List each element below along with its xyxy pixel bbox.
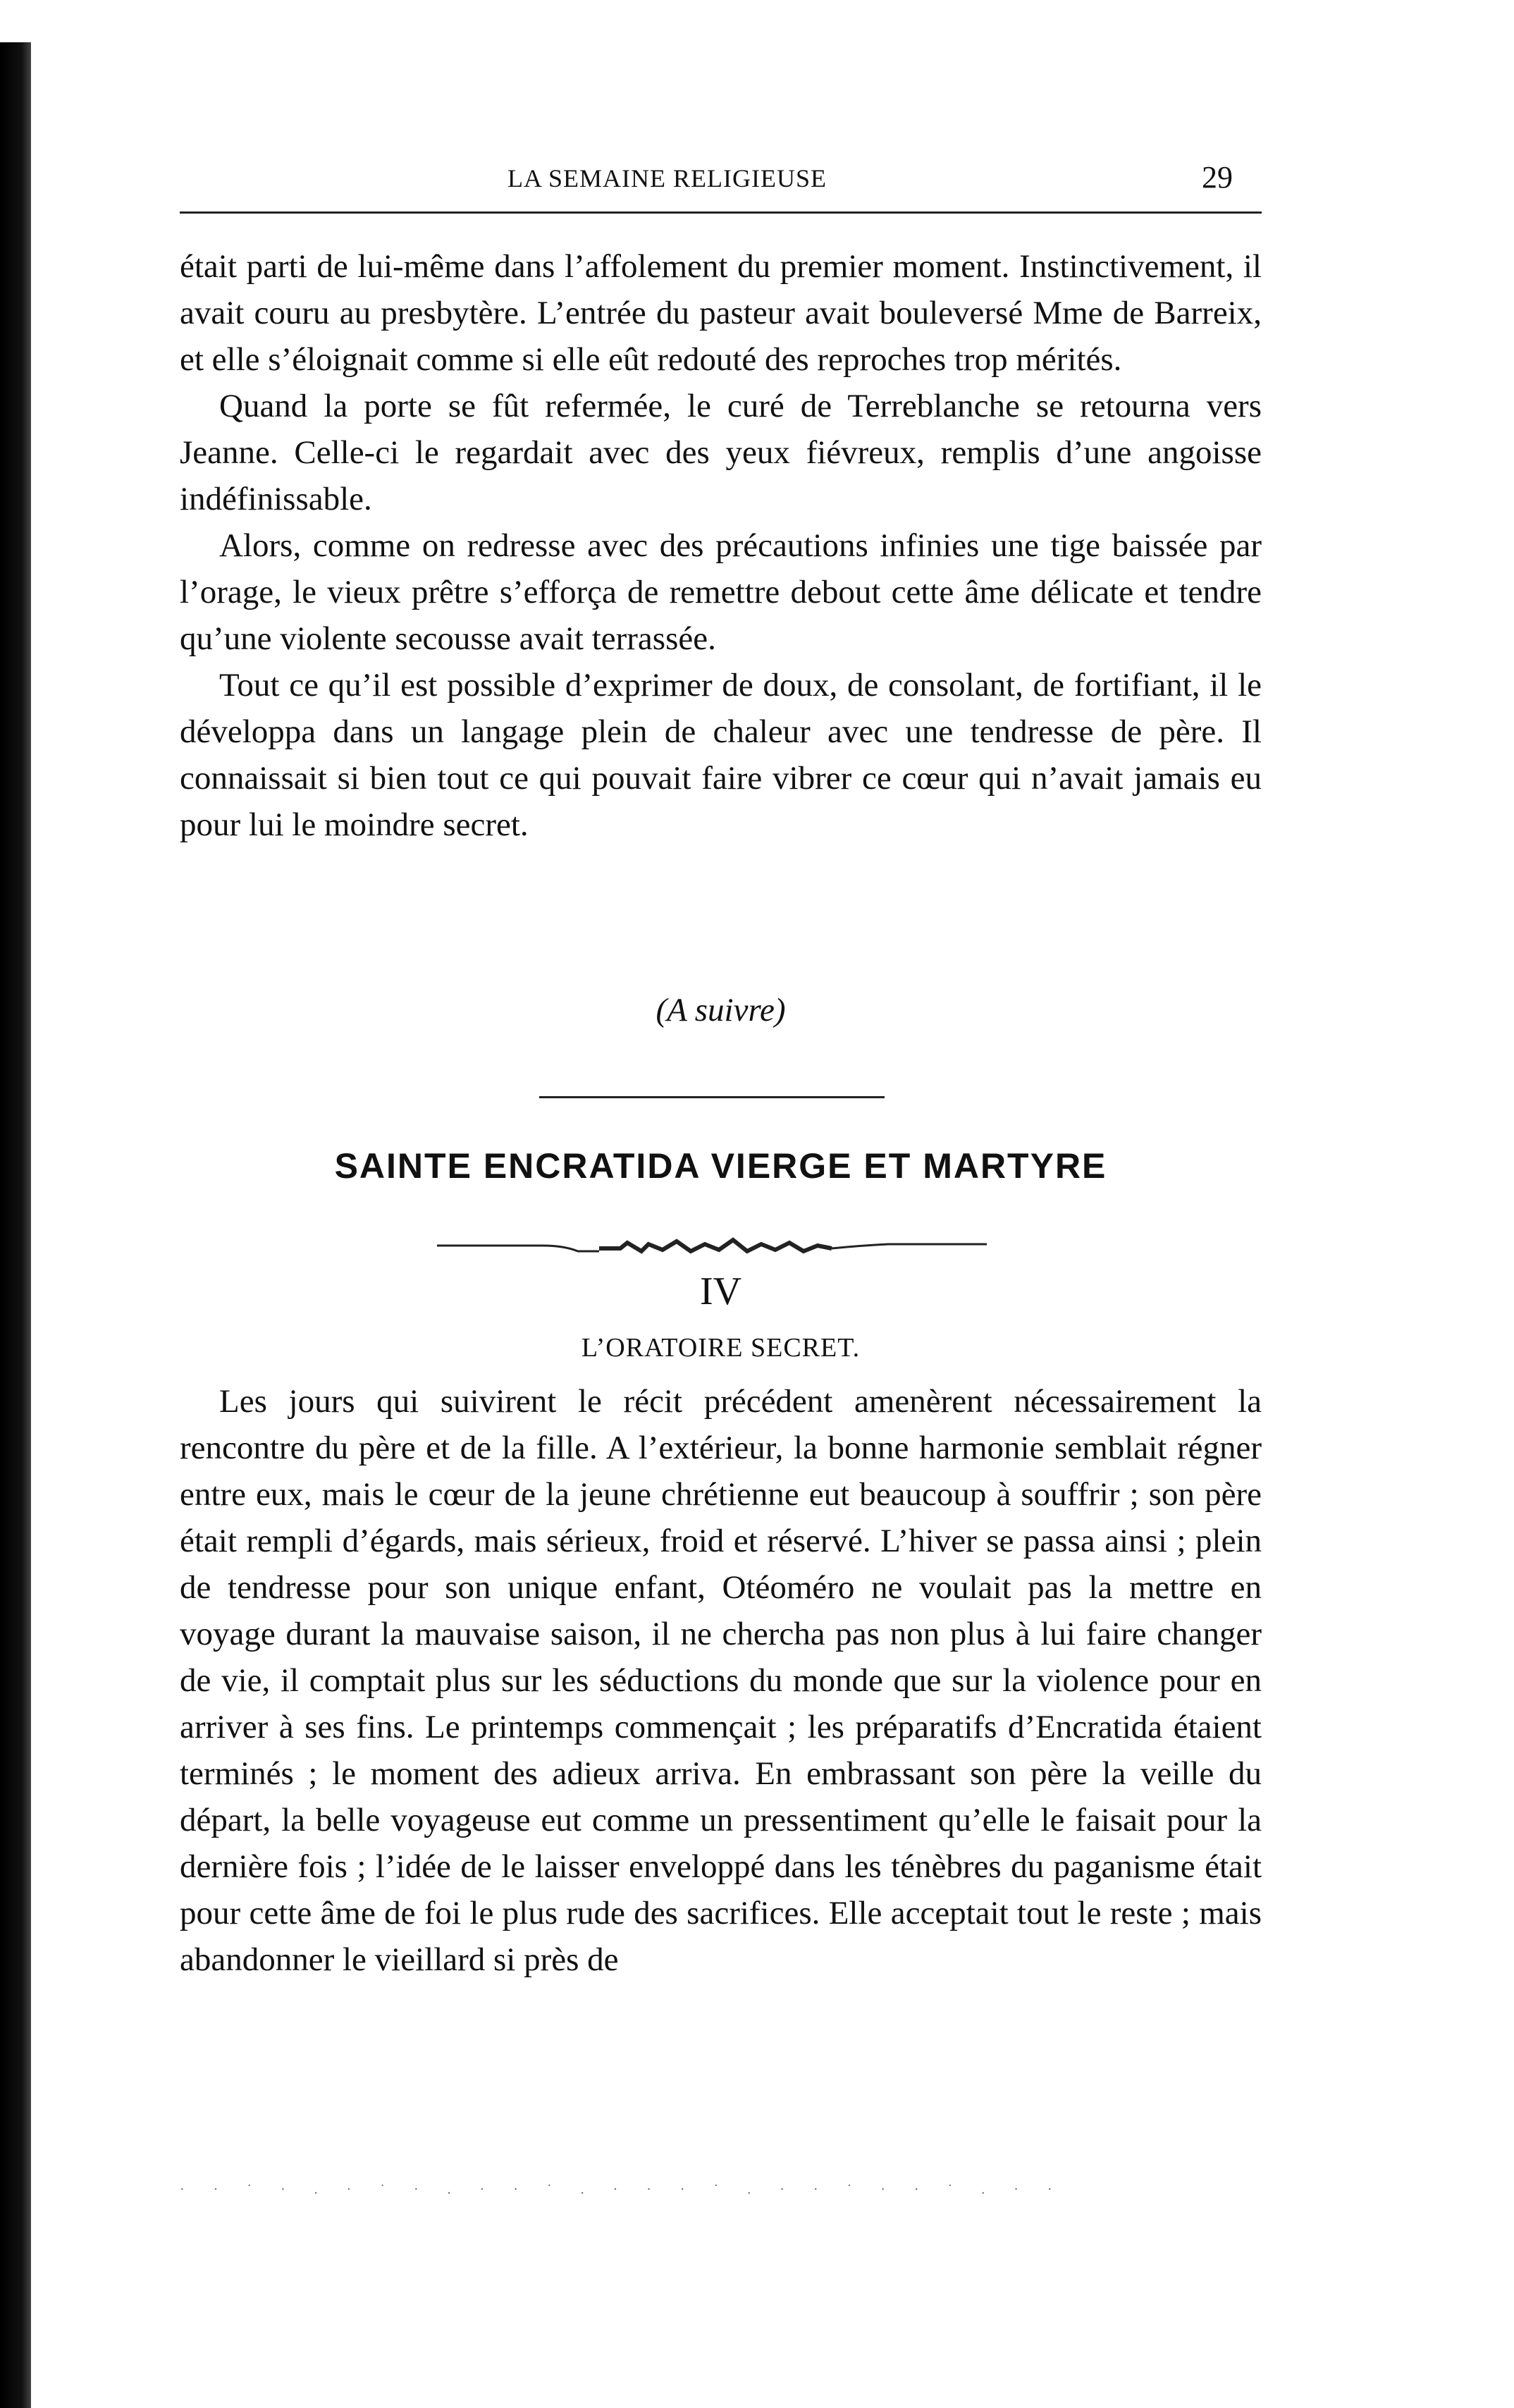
section-divider-rule [539, 1096, 885, 1098]
chapter-title: L’ORATOIRE SECRET. [581, 1333, 861, 1363]
header-rule [180, 211, 1262, 214]
paragraph: Alors, comme on redresse avec des précautions infinies une tige baissée par l’orage, le vieux prêtre s’efforça de remettre debout cette âme délicate et tendre qu’une violente secousse avait terrassée. [180, 527, 1262, 657]
chapter-number: IV [699, 1270, 742, 1313]
continued-story-text [180, 243, 1262, 848]
article-title: SAINTE ENCRATIDA VIERGE ET MARTYRE [334, 1146, 1107, 1186]
running-header [180, 160, 1262, 206]
print-specks: · · ˙ · . · ˙ · . · · ˙ . · · · ˙ . · · ˙ · · ˙ . · · [180, 2182, 1065, 2196]
paragraph: Les jours qui suivirent le récit précédent amenèrent nécessairement la rencontre du père et de la fille. A l’extérieur, la bonne harmonie semblait régner entre eux, mais le cœur de la jeune chrétienne eut beaucoup à souffrir ; son père était rempli d’égards, mais sérieux, froid et réservé. L’hiver se passa ainsi ; plein de tendresse pour son unique enfant, Otéoméro ne voulait pas la mettre en voyage durant la mauvaise saison, il ne chercha pas non plus à lui faire changer de vie, il comptait plus sur les séductions du monde que sur la violence pour en arriver à ses fins. Le printemps commençait ; les préparatifs d’Encratida étaient terminés ; le moment des adieux arriva. En embrassant son père la veille du départ, la belle voyageuse eut comme un pressentiment qu’elle le faisait pour la dernière fois ; l’idée de le laisser enveloppé dans les ténèbres du paganisme était pour cette âme de foi le plus rude des sacrifices. Elle acceptait tout le reste ; mais abandonner le vieillard si près de [180, 1383, 1262, 1978]
paragraph: Tout ce qu’il est possible d’exprimer de doux, de consolant, de fortifiant, il le développa dans un langage plein de chaleur avec une tendresse de père. Il connaissait si bien tout ce qui pouvait faire vibrer ce cœur qui n’avait jamais eu pour lui le moindre secret. [180, 667, 1262, 843]
page-number: 29 [1202, 160, 1233, 195]
article-body-text [180, 1378, 1262, 1983]
page-binding-edge [0, 42, 31, 2408]
decorative-flourish-icon [437, 1230, 987, 1258]
running-title: LA SEMAINE RELIGIEUSE [507, 164, 827, 192]
paragraph: Quand la porte se fût refermée, le curé de Terreblanche se retourna vers Jeanne. Celle-ci le regardait avec des yeux fiévreux, remplis d’une angoisse indéfinissable. [180, 388, 1262, 517]
to-be-continued-note: (A suivre) [656, 992, 786, 1028]
paragraph: était parti de lui-même dans l’affolement du premier moment. Instinctivement, il avait couru au presbytère. L’entrée du pasteur avait bouleversé Mme de Barreix, et elle s’éloignait comme si elle eût redouté des reproches trop mérités. [180, 248, 1262, 378]
